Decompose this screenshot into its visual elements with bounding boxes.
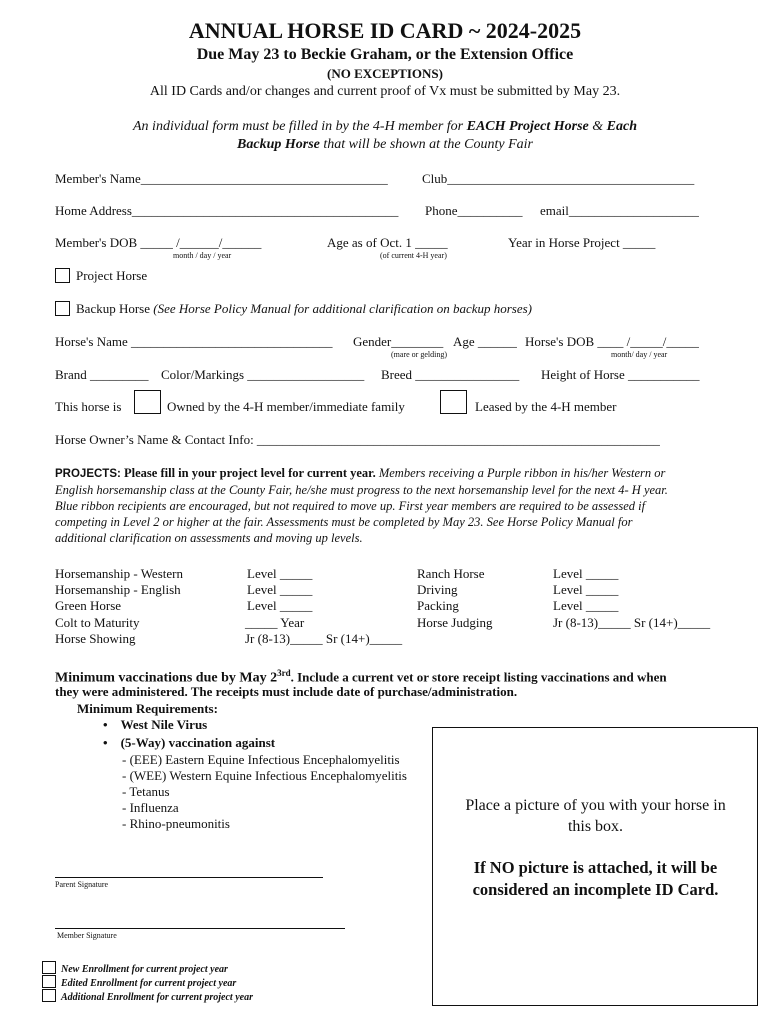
project-name: Driving [417, 582, 458, 597]
member-signature-line[interactable] [55, 928, 345, 929]
color-markings-field[interactable]: Color/Markings __________________ [161, 367, 365, 382]
project-name: Horse Judging [417, 615, 493, 630]
gender-hint: (mare or gelding) [391, 350, 447, 359]
additional-enrollment-checkbox[interactable] [42, 989, 56, 1002]
parent-signature-label: Parent Signature [55, 880, 109, 889]
project-name: Packing [417, 598, 459, 613]
no-exceptions: (NO EXCEPTIONS) [327, 66, 443, 81]
phone-field[interactable]: Phone__________ [425, 203, 523, 218]
min-requirements: Minimum Requirements: [77, 701, 218, 716]
member-signature-label: Member Signature [57, 931, 117, 940]
project-level-field[interactable]: Level _____ [247, 566, 313, 581]
home-address-field[interactable]: Home Address_________________________________________ [55, 203, 399, 218]
photo-warning-1: If NO picture is attached, it will be [473, 858, 718, 877]
new-enrollment-label: New Enrollment for current project year [61, 964, 228, 975]
projects-line-2: English horsemanship class at the County Fair, he/she must progress to the next horsemanship level for the next 4- H year. [55, 483, 668, 497]
projects-line-1: PROJECTS: Please fill in your project level for current year. Members receiving a Purple ribbon in his/her Western or [55, 466, 666, 480]
vaccine-item: - Rhino-pneumonitis [122, 816, 230, 831]
project-level-field[interactable]: Level _____ [553, 582, 619, 597]
owner-contact-field[interactable]: Horse Owner’s Name & Contact Info: ______________________________________________________________ [55, 432, 660, 447]
project-level-field[interactable]: Level _____ [247, 582, 313, 597]
vaccine-item: - Influenza [122, 800, 179, 815]
projects-line-5: additional clarification on assessments and moving up levels. [55, 531, 363, 545]
height-field[interactable]: Height of Horse ___________ [541, 367, 700, 382]
member-name-field[interactable]: Member's Name______________________________________ [55, 171, 388, 186]
project-name: Colt to Maturity [55, 615, 140, 630]
project-name: Horsemanship - English [55, 582, 181, 597]
page-title: ANNUAL HORSE ID CARD ~ 2024-2025 [188, 18, 582, 43]
vaccine-item: - (WEE) Western Equine Infectious Encephalomyelitis [122, 768, 407, 783]
due-line: Due May 23 to Beckie Graham, or the Extension Office [196, 46, 574, 63]
bullet-icon: • [103, 735, 108, 750]
horse-dob-field[interactable]: Horse's DOB ____ /_____/_____ [525, 334, 699, 349]
horse-dob-hint: month/ day / year [611, 350, 668, 359]
intro-line-2: Backup Horse that will be shown at the County Fair [237, 137, 533, 152]
age-oct-field[interactable]: Age as of Oct. 1 _____ [327, 235, 448, 250]
new-enrollment-checkbox[interactable] [42, 961, 56, 974]
backup-horse-checkbox[interactable] [55, 301, 70, 316]
bullet-5-way: • (5-Way) vaccination against [103, 735, 276, 750]
project-name: Ranch Horse [417, 566, 485, 581]
project-name: Horse Showing [55, 631, 136, 646]
projects-line-4: competing in Level 2 or higher at the fair. Assessments must be completed by May 23. See Horse Policy Manual for [55, 515, 633, 529]
vaccination-heading: Minimum vaccinations due by May $2^{3rd}$. Include a current vet or store receipt listing vaccinations and when [55, 668, 667, 686]
submit-note: All ID Cards and/or changes and current proof of Vx must be submitted by May 23. [149, 84, 621, 99]
member-dob-hint: month / day / year [173, 251, 232, 260]
vaccine-item: - (EEE) Eastern Equine Infectious Encephalomyelitis [122, 752, 400, 767]
backup-horse-label: Backup Horse (See Horse Policy Manual for additional clarification on backup horses) [76, 301, 533, 316]
vaccination-line-2: they were administered. The receipts must include date of purchase/administration. [55, 684, 518, 699]
project-level-field[interactable]: _____ Year [245, 615, 305, 630]
leased-checkbox[interactable] [440, 390, 467, 414]
owned-checkbox[interactable] [134, 390, 161, 414]
project-level-field[interactable]: Jr (8-13)_____ Sr (14+)_____ [245, 631, 403, 646]
photo-warning-2: considered an incomplete ID Card. [472, 880, 719, 899]
brand-field[interactable]: Brand _________ [55, 367, 149, 382]
bullet-icon: • [103, 717, 108, 732]
breed-field[interactable]: Breed ________________ [381, 367, 520, 382]
gender-field[interactable]: Gender________ [353, 334, 444, 349]
project-name: Green Horse [55, 598, 122, 613]
photo-instruction-1: Place a picture of you with your horse in [465, 797, 726, 814]
project-level-field[interactable]: Level _____ [247, 598, 313, 613]
additional-enrollment-label: Additional Enrollment for current project year [61, 992, 253, 1003]
projects-line-3: Blue ribbon recipients are encouraged, but not required to move up. First year members are required to be assessed if [55, 499, 646, 513]
edited-enrollment-checkbox[interactable] [42, 975, 56, 988]
owned-label: Owned by the 4-H member/immediate family [167, 399, 405, 414]
project-level-field[interactable]: Jr (8-13)_____ Sr (14+)_____ [553, 615, 711, 630]
vaccine-item: - Tetanus [122, 784, 170, 799]
intro-line-1: An individual form must be filled in by the 4-H member for EACH Project Horse & Each [133, 119, 637, 134]
parent-signature-line[interactable] [55, 877, 323, 878]
project-level-field[interactable]: Level _____ [553, 598, 619, 613]
bullet-west-nile: • West Nile Virus [103, 717, 208, 732]
club-field[interactable]: Club______________________________________ [422, 171, 695, 186]
email-field[interactable]: email____________________ [540, 203, 699, 218]
leased-label: Leased by the 4-H member [475, 399, 617, 414]
horse-name-field[interactable]: Horse's Name _______________________________ [55, 334, 333, 349]
project-level-field[interactable]: Level _____ [553, 566, 619, 581]
project-name: Horsemanship - Western [55, 566, 183, 581]
this-horse-is-label: This horse is [55, 399, 122, 414]
edited-enrollment-label: Edited Enrollment for current project year [61, 978, 237, 989]
photo-instruction-2: this box. [567, 818, 624, 835]
age-oct-hint: (of current 4-H year) [380, 251, 447, 260]
project-horse-checkbox[interactable] [55, 268, 70, 283]
member-dob-field[interactable]: Member's DOB _____ /______/______ [55, 235, 262, 250]
project-horse-label: Project Horse [76, 268, 148, 283]
year-project-field[interactable]: Year in Horse Project _____ [508, 235, 656, 250]
age-field[interactable]: Age ______ [453, 334, 517, 349]
